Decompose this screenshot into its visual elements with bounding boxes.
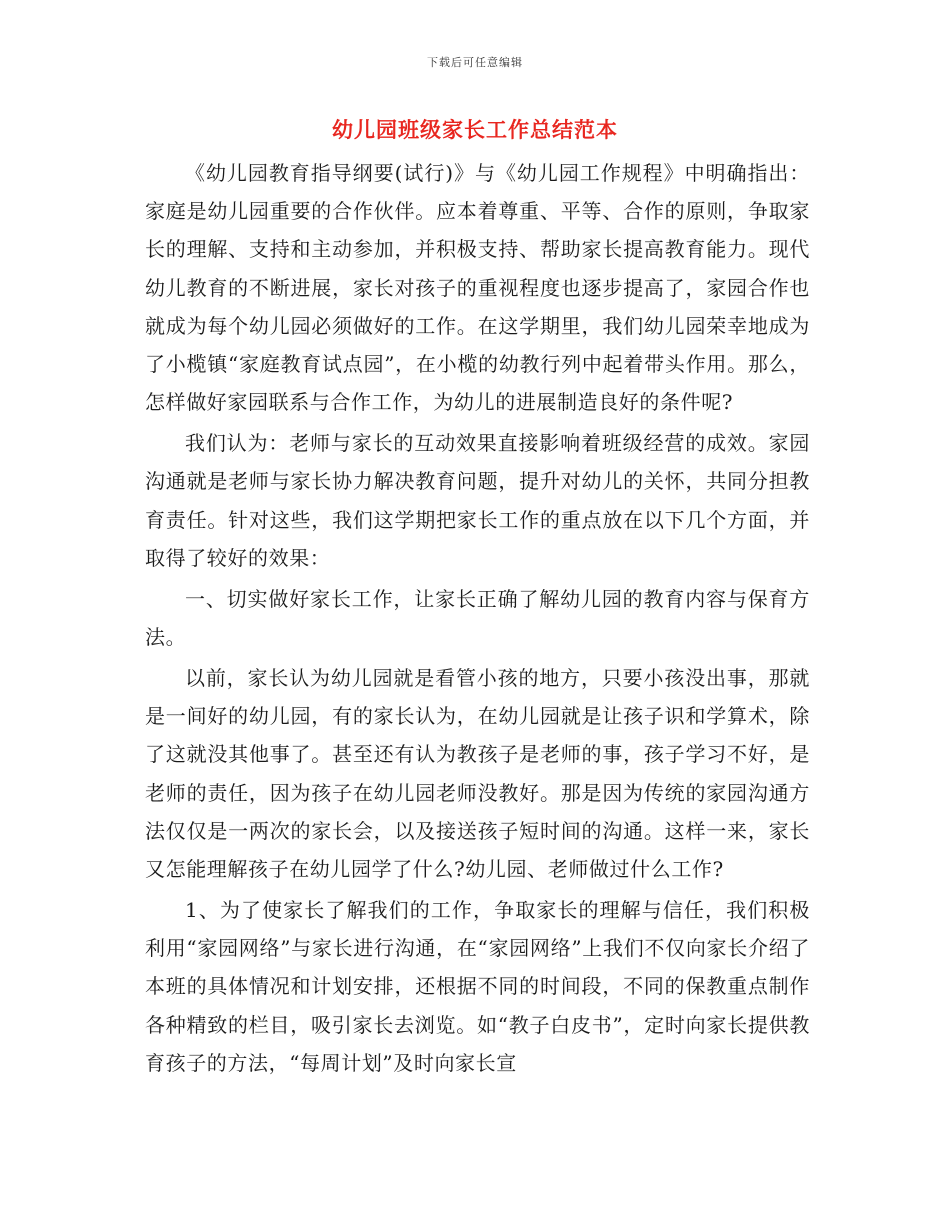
paragraph-3: 一、切实做好家长工作，让家长正确了解幼儿园的教育内容与保育方法。 <box>145 586 810 650</box>
header-note: 下载后可任意编辑 <box>427 56 523 69</box>
paragraph-5: 1、为了使家长了解我们的工作，争取家长的理解与信任，我们积极利用“家园网络”与家长进行沟通，在“家园网络”上我们不仅向家长介绍了本班的具体情况和计划安排，还根据不同的时间段，不同的保教重点制作各种精致的栏目，吸引家长去浏览。如“教子白皮书”，定时向家长提供教育孩子的方法，“每周计划”及时向家长宣 <box>145 898 810 1075</box>
paragraph-4: 以前，家长认为幼儿园就是看管小孩的地方，只要小孩没出事，那就是一间好的幼儿园，有的家长认为，在幼儿园就是让孩子识和学算术，除了这就没其他事了。甚至还有认为教孩子是老师的事，孩子学习不好，是老师的责任，因为孩子在幼儿园老师没教好。那是因为传统的家园沟通方法仅仅是一两次的家长会，以及接送孩子短时间的沟通。这样一来，家长又怎能理解孩子在幼儿园学了什么?幼儿园、老师做过什么工作? <box>145 666 810 882</box>
document-body <box>145 154 810 1085</box>
document-title: 幼儿园班级家长工作总结范本 <box>332 117 618 142</box>
paragraph-2: 我们认为：老师与家长的互动效果直接影响着班级经营的成效。家园沟通就是老师与家长协力解决教育问题，提升对幼儿的关怀，共同分担教育责任。针对这些，我们这学期把家长工作的重点放在以下几个方面，并取得了较好的效果： <box>145 431 810 570</box>
paragraph-1: 《幼儿园教育指导纲要(试行)》与《幼儿园工作规程》中明确指出：家庭是幼儿园重要的合作伙伴。应本着尊重、平等、合作的原则，争取家长的理解、支持和主动参加，并积极支持、帮助家长提高教育能力。现代幼儿教育的不断进展，家长对孩子的重视程度也逐步提高了，家园合作也就成为每个幼儿园必须做好的工作。在这学期里，我们幼儿园荣幸地成为了小榄镇“家庭教育试点园”，在小榄的幼教行列中起着带头作用。那么，怎样做好家园联系与合作工作，为幼儿的进展制造良好的条件呢? <box>145 161 810 415</box>
